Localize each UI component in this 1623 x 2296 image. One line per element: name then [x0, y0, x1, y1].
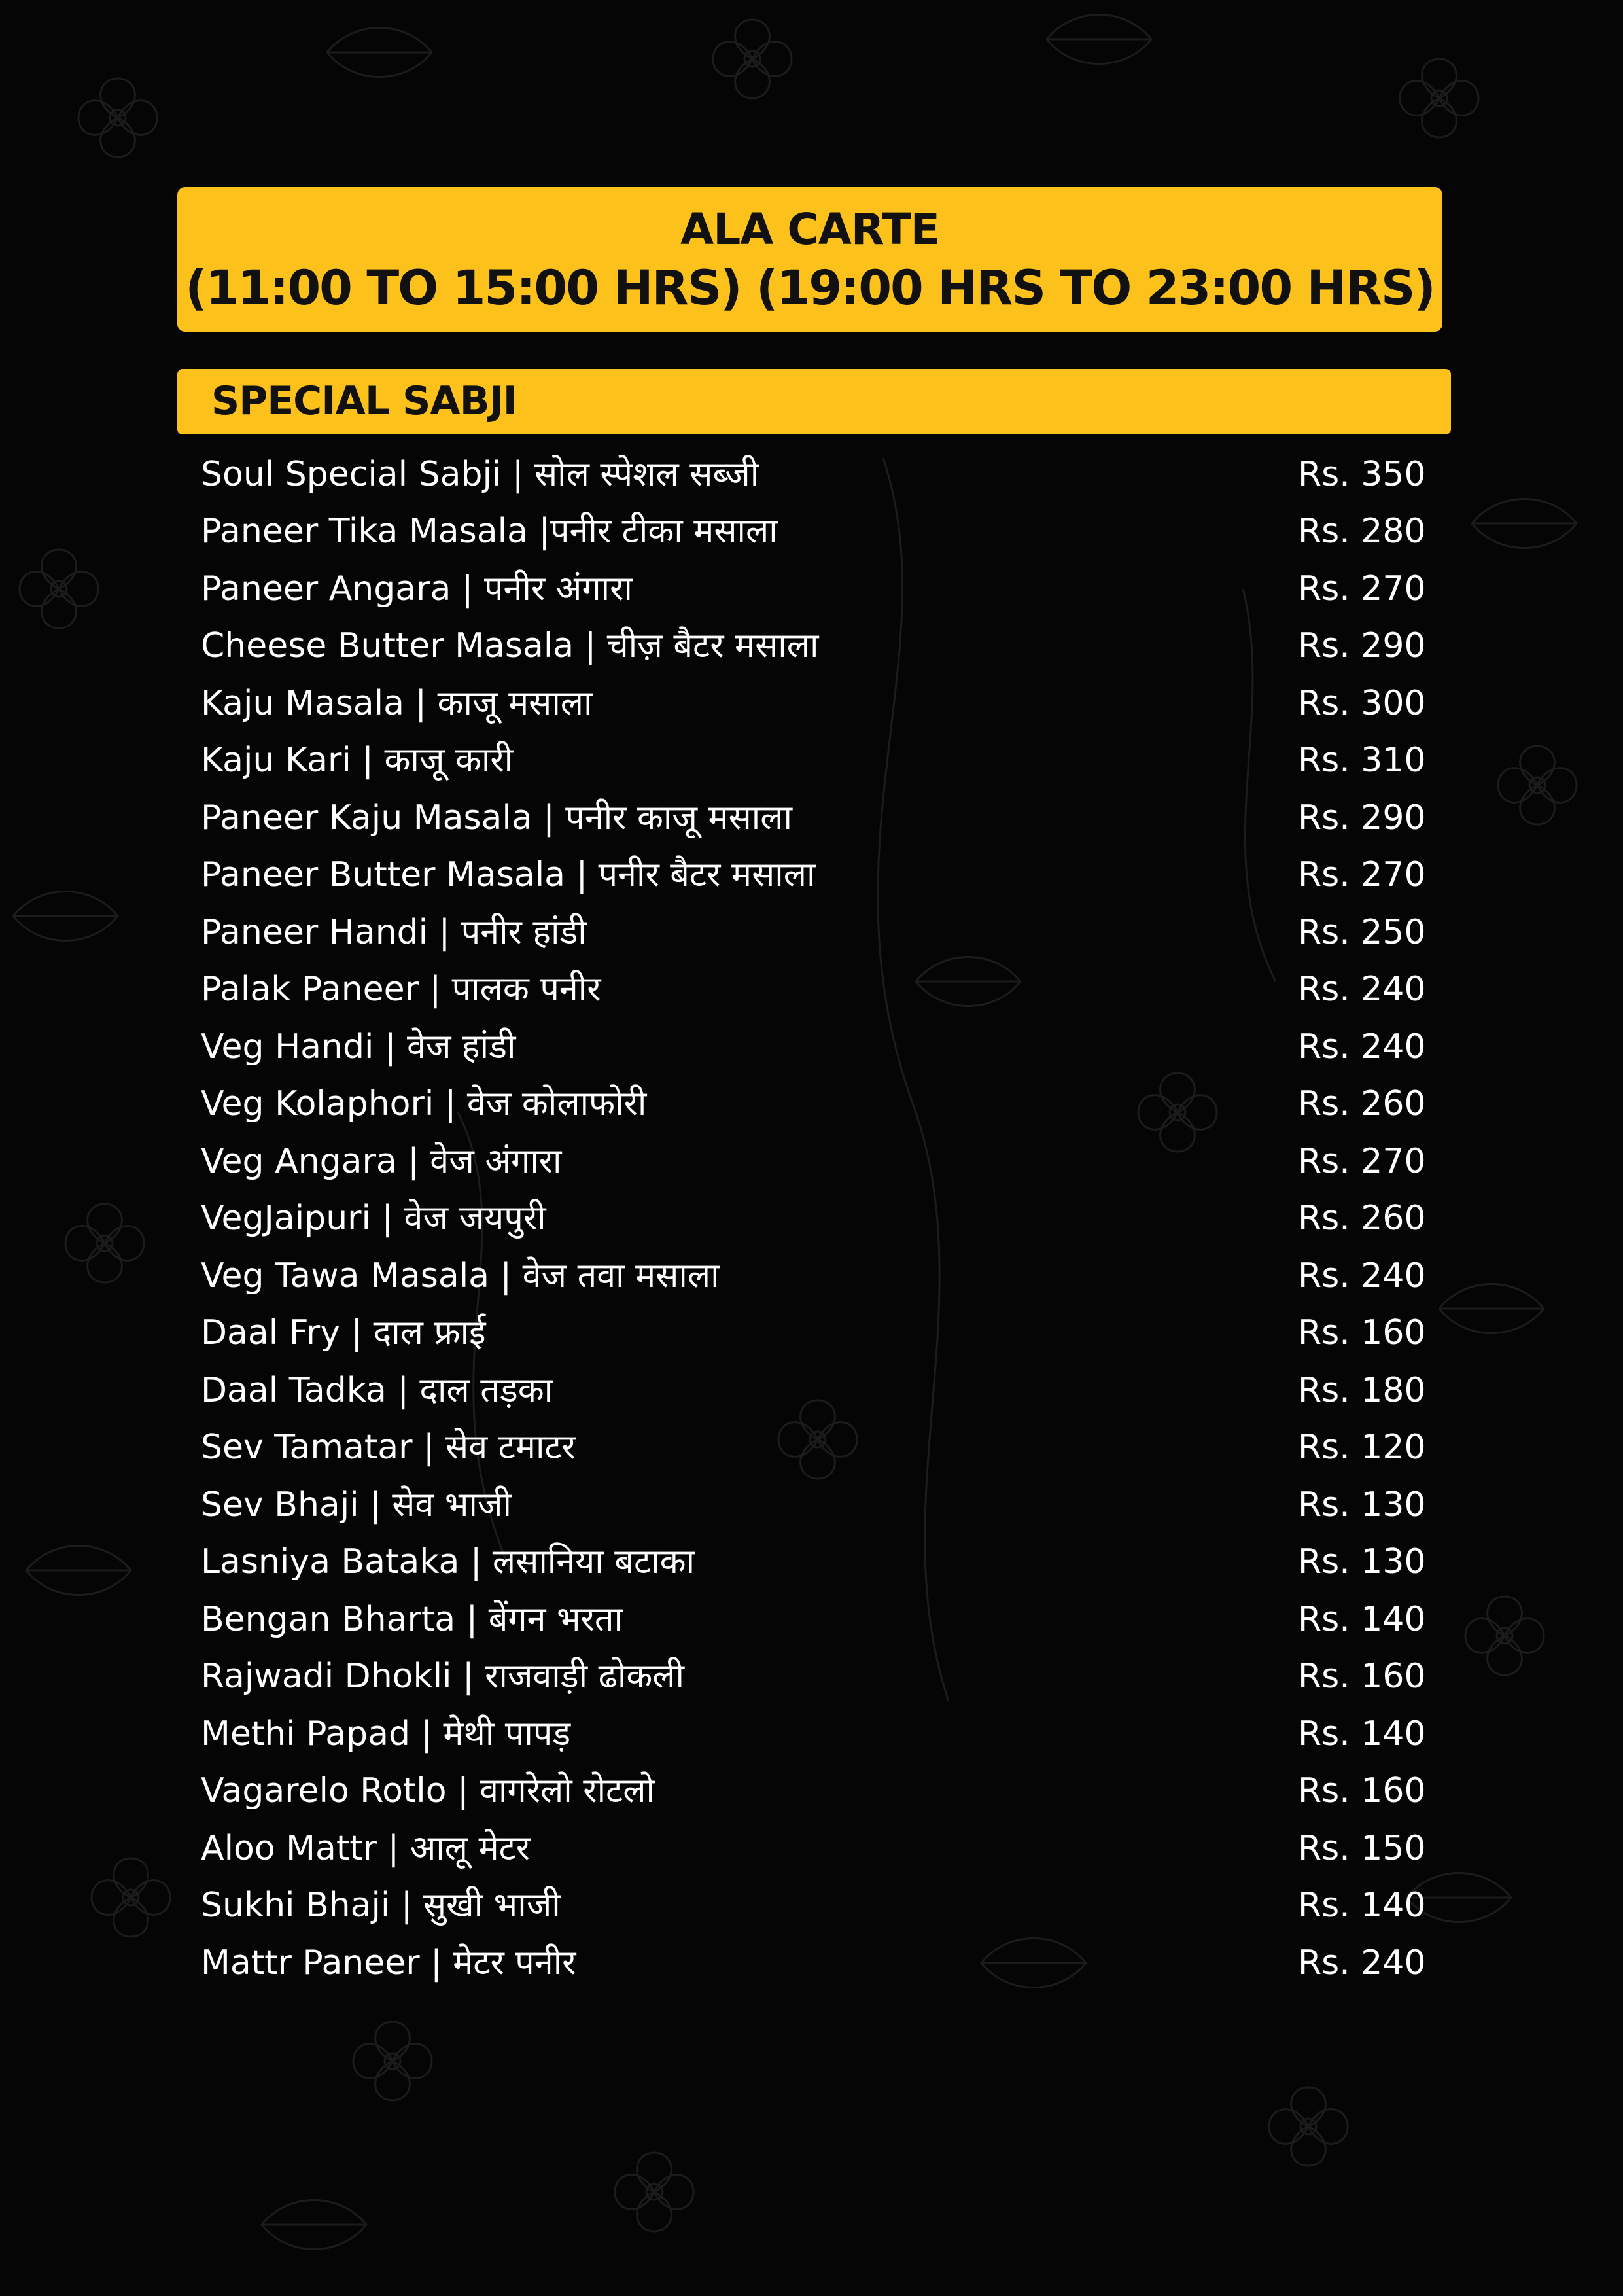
menu-item: [201, 1940, 1426, 1992]
item-price: Rs. 130: [1298, 1485, 1426, 1525]
section-title: SPECIAL SABJI: [211, 378, 517, 424]
item-name: Sev Tamatar | सेव टमाटर: [201, 1428, 576, 1467]
menu-title: ALA CARTE: [680, 204, 939, 255]
item-name: Lasniya Bataka | लसानिया बटाका: [201, 1542, 695, 1581]
item-name: Veg Kolaphori | वेज कोलाफोरी: [201, 1084, 647, 1123]
item-name: Cheese Butter Masala | चीज़ बैटर मसाला: [201, 626, 819, 665]
item-price: Rs. 160: [1298, 1771, 1426, 1810]
item-price: Rs. 150: [1298, 1829, 1426, 1868]
item-name: Vagarelo Rotlo | वागरेलो रोटलो: [201, 1771, 655, 1810]
item-price: Rs. 290: [1298, 626, 1426, 665]
item-price: Rs. 270: [1298, 569, 1426, 609]
item-name: Paneer Butter Masala | पनीर बैटर मसाला: [201, 855, 816, 894]
item-name: Aloo Mattr | आलू मेटर: [201, 1829, 531, 1868]
item-name: Paneer Tika Masala |पनीर टीका मसाला: [201, 512, 778, 551]
item-name: Veg Angara | वेज अंगारा: [201, 1142, 562, 1181]
item-price: Rs. 280: [1298, 512, 1426, 551]
menu-item: [201, 1139, 1426, 1191]
menu-item: [201, 451, 1426, 504]
item-price: Rs. 290: [1298, 798, 1426, 838]
menu-item: [201, 1195, 1426, 1248]
item-price: Rs. 240: [1298, 1943, 1426, 1983]
menu-item: [201, 1539, 1426, 1591]
menu-item: [201, 680, 1426, 733]
menu-item: [201, 1882, 1426, 1935]
menu-item: [201, 1368, 1426, 1420]
item-price: Rs. 120: [1298, 1428, 1426, 1467]
item-price: Rs. 260: [1298, 1199, 1426, 1238]
menu-item: [201, 1424, 1426, 1477]
item-price: Rs. 270: [1298, 855, 1426, 894]
menu-item: [201, 737, 1426, 790]
item-price: Rs. 240: [1298, 970, 1426, 1009]
item-price: Rs. 250: [1298, 913, 1426, 952]
item-name: Paneer Handi | पनीर हांडी: [201, 913, 587, 952]
menu-item: [201, 1081, 1426, 1133]
menu-item: [201, 795, 1426, 847]
menu-item: [201, 1024, 1426, 1076]
item-price: Rs. 140: [1298, 1600, 1426, 1639]
item-price: Rs. 300: [1298, 684, 1426, 723]
item-name: Paneer Kaju Masala | पनीर काजू मसाला: [201, 798, 792, 838]
menu-item: [201, 566, 1426, 618]
item-name: Daal Tadka | दाल तड़का: [201, 1371, 553, 1410]
section-header-bar: [177, 369, 1451, 434]
item-name: Sev Bhaji | सेव भाजी: [201, 1485, 512, 1525]
item-price: Rs. 310: [1298, 741, 1426, 780]
item-name: Palak Paneer | पालक पनीर: [201, 970, 601, 1009]
menu-item: [201, 1711, 1426, 1763]
menu-item: [201, 1310, 1426, 1362]
menu-item: [201, 852, 1426, 904]
item-name: Sukhi Bhaji | सुखी भाजी: [201, 1886, 561, 1925]
item-name: Mattr Paneer | मेटर पनीर: [201, 1943, 576, 1983]
item-price: Rs. 140: [1298, 1886, 1426, 1925]
item-name: Rajwadi Dhokli | राजवाड़ी ढोकली: [201, 1657, 684, 1696]
item-name: Daal Fry | दाल फ्राई: [201, 1313, 486, 1352]
item-name: Soul Special Sabji | सोल स्पेशल सब्जी: [201, 455, 759, 494]
menu-item: [201, 1597, 1426, 1649]
menu-item: [201, 1768, 1426, 1820]
item-name: Methi Papad | मेथी पापड़: [201, 1714, 571, 1754]
item-name: Bengan Bharta | बेंगन भरता: [201, 1600, 623, 1639]
item-name: Kaju Kari | काजू कारी: [201, 741, 514, 780]
item-price: Rs. 240: [1298, 1027, 1426, 1067]
item-price: Rs. 260: [1298, 1084, 1426, 1123]
item-price: Rs. 130: [1298, 1542, 1426, 1581]
item-price: Rs. 180: [1298, 1371, 1426, 1410]
header-banner: [177, 187, 1442, 332]
item-name: Veg Tawa Masala | वेज तवा मसाला: [201, 1256, 720, 1296]
item-name: Veg Handi | वेज हांडी: [201, 1027, 516, 1067]
item-price: Rs. 240: [1298, 1256, 1426, 1296]
item-price: Rs. 160: [1298, 1657, 1426, 1696]
menu-item: [201, 1482, 1426, 1534]
menu-item: [201, 1253, 1426, 1305]
item-price: Rs. 140: [1298, 1714, 1426, 1754]
menu-item: [201, 966, 1426, 1019]
item-price: Rs. 350: [1298, 455, 1426, 494]
menu-item: [201, 508, 1426, 561]
menu-item: [201, 1653, 1426, 1706]
menu-item: [201, 623, 1426, 675]
menu-item: [201, 910, 1426, 962]
item-name: Paneer Angara | पनीर अंगारा: [201, 569, 633, 609]
item-price: Rs. 270: [1298, 1142, 1426, 1181]
item-price: Rs. 160: [1298, 1313, 1426, 1352]
item-name: Kaju Masala | काजू मसाला: [201, 684, 593, 723]
item-name: VegJaipuri | वेज जयपुरी: [201, 1199, 546, 1238]
menu-item: [201, 1826, 1426, 1878]
service-timings: (11:00 TO 15:00 HRS) (19:00 HRS TO 23:00 HRS): [185, 260, 1435, 316]
